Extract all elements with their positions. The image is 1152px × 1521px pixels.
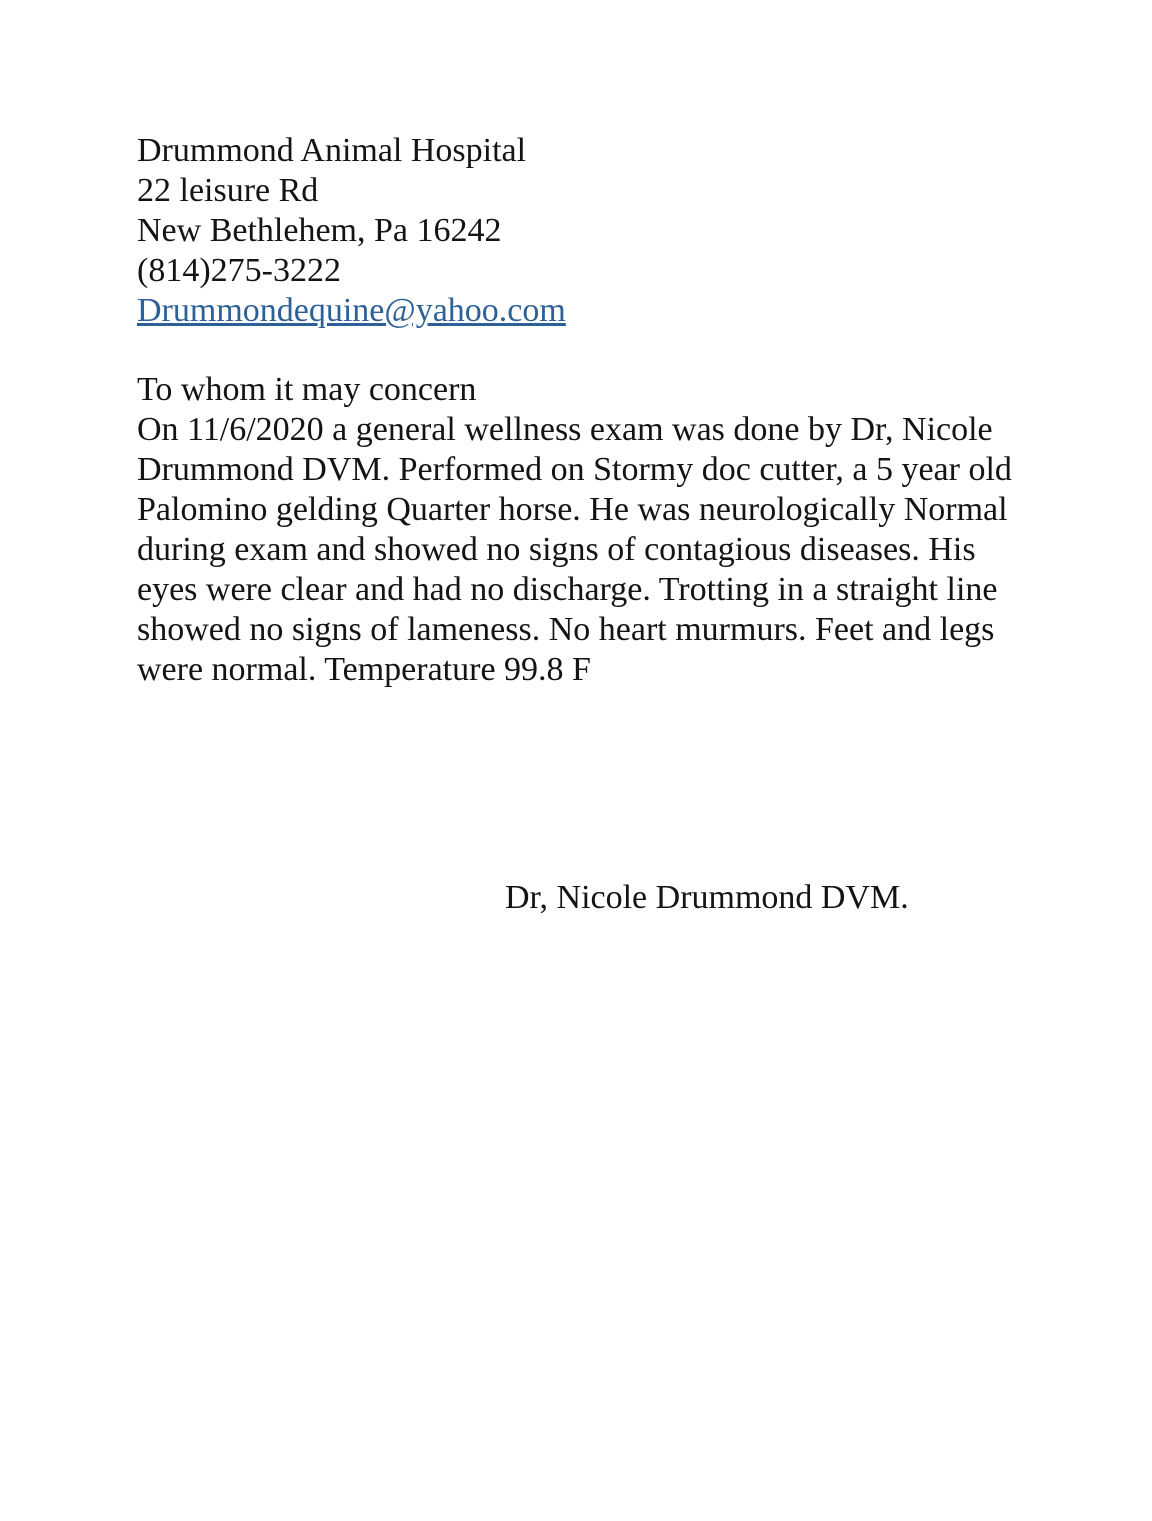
body-text-line: Drummond DVM. Performed on Stormy doc cutter, a 5 year old xyxy=(137,451,1012,488)
body-text-line: eyes were clear and had no discharge. Trotting in a straight line xyxy=(137,571,998,608)
body-text-line: On 11/6/2020 a general wellness exam was done by Dr, Nicole xyxy=(137,411,993,448)
signature-line: Dr, Nicole Drummond DVM. xyxy=(505,879,909,916)
letter-body xyxy=(137,370,1012,690)
clinic-address-street: 22 leisure Rd xyxy=(137,172,319,209)
body-text-line: were normal. Temperature 99.8 F xyxy=(137,651,591,688)
body-text-line: showed no signs of lameness. No heart murmurs. Feet and legs xyxy=(137,611,995,648)
body-text-line: Palomino gelding Quarter horse. He was neurologically Normal xyxy=(137,491,1008,528)
salutation: To whom it may concern xyxy=(137,371,477,408)
letterhead xyxy=(137,131,566,331)
body-paragraph xyxy=(137,410,1012,690)
body-text-line: during exam and showed no signs of contagious diseases. His xyxy=(137,531,976,568)
clinic-email-link[interactable]: Drummondequine@yahoo.com xyxy=(137,292,566,329)
clinic-name: Drummond Animal Hospital xyxy=(137,132,527,169)
clinic-address-city: New Bethlehem, Pa 16242 xyxy=(137,212,502,249)
clinic-phone: (814)275-3222 xyxy=(137,252,341,289)
